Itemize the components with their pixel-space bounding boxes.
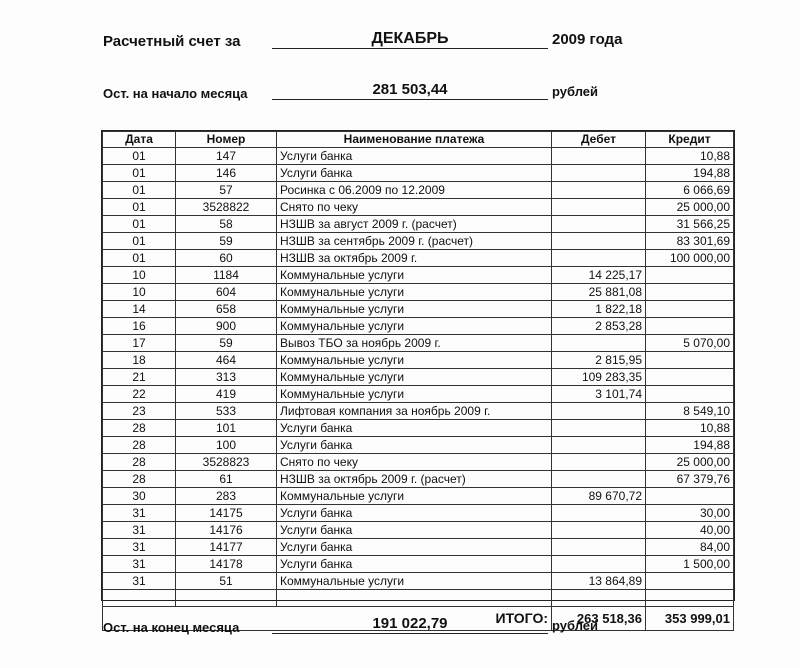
- row-credit: [646, 318, 734, 335]
- col-header-debit: Дебет: [552, 132, 646, 148]
- row-date: 18: [103, 352, 176, 369]
- row-debit: 109 283,35: [552, 369, 646, 386]
- row-debit: [552, 437, 646, 454]
- row-payment-name: Росинка с 06.2009 по 12.2009: [277, 182, 552, 199]
- row-credit: [646, 369, 734, 386]
- col-header-payment-name: Наименование платежа: [277, 132, 552, 148]
- row-credit: [646, 386, 734, 403]
- row-credit: 25 000,00: [646, 454, 734, 471]
- row-credit: 31 566,25: [646, 216, 734, 233]
- blank-row: [103, 590, 734, 607]
- row-credit: [646, 573, 734, 590]
- row-payment-name: Коммунальные услуги: [277, 318, 552, 335]
- row-credit: 8 549,10: [646, 403, 734, 420]
- opening-underline: [272, 99, 548, 100]
- row-debit: [552, 403, 646, 420]
- row-debit: 13 864,89: [552, 573, 646, 590]
- table-row: [103, 454, 734, 471]
- row-credit: 5 070,00: [646, 335, 734, 352]
- row-date: 31: [103, 556, 176, 573]
- table-row: [103, 539, 734, 556]
- row-number: 419: [176, 386, 277, 403]
- row-payment-name: Снято по чеку: [277, 454, 552, 471]
- row-payment-name: Услуги банка: [277, 505, 552, 522]
- table-header-row: [103, 132, 734, 148]
- row-date: 28: [103, 454, 176, 471]
- table-row: [103, 505, 734, 522]
- row-date: 31: [103, 539, 176, 556]
- row-credit: 100 000,00: [646, 250, 734, 267]
- row-payment-name: НЗШВ за октябрь 2009 г.: [277, 250, 552, 267]
- row-payment-name: НЗШВ за август 2009 г. (расчет): [277, 216, 552, 233]
- row-payment-name: Услуги банка: [277, 420, 552, 437]
- row-number: 61: [176, 471, 277, 488]
- row-credit: [646, 267, 734, 284]
- row-number: 60: [176, 250, 277, 267]
- row-payment-name: Коммунальные услуги: [277, 573, 552, 590]
- row-number: 14177: [176, 539, 277, 556]
- row-date: 21: [103, 369, 176, 386]
- row-payment-name: Коммунальные услуги: [277, 369, 552, 386]
- row-number: 533: [176, 403, 277, 420]
- row-debit: 2 853,28: [552, 318, 646, 335]
- row-date: 22: [103, 386, 176, 403]
- row-payment-name: Услуги банка: [277, 539, 552, 556]
- row-payment-name: Услуги банка: [277, 522, 552, 539]
- table-row: [103, 250, 734, 267]
- row-number: 146: [176, 165, 277, 182]
- row-date: 31: [103, 505, 176, 522]
- year-text: 2009 года: [552, 31, 623, 48]
- row-date: 10: [103, 267, 176, 284]
- row-credit: 6 066,69: [646, 182, 734, 199]
- blank-cell: [646, 590, 734, 607]
- row-credit: [646, 352, 734, 369]
- row-date: 30: [103, 488, 176, 505]
- opening-value: 281 503,44: [372, 81, 448, 98]
- row-debit: [552, 199, 646, 216]
- blank-cell: [103, 590, 176, 607]
- table-row: [103, 182, 734, 199]
- row-debit: [552, 165, 646, 182]
- row-debit: 89 670,72: [552, 488, 646, 505]
- row-number: 51: [176, 573, 277, 590]
- row-payment-name: Снято по чеку: [277, 199, 552, 216]
- row-credit: 30,00: [646, 505, 734, 522]
- total-debit: 263 518,36: [552, 607, 646, 631]
- row-credit: [646, 488, 734, 505]
- row-date: 31: [103, 573, 176, 590]
- row-credit: 10,88: [646, 148, 734, 165]
- table-row: [103, 148, 734, 165]
- col-header-credit: Кредит: [646, 132, 734, 148]
- row-payment-name: Коммунальные услуги: [277, 352, 552, 369]
- row-date: 16: [103, 318, 176, 335]
- row-debit: 1 822,18: [552, 301, 646, 318]
- row-payment-name: Услуги банка: [277, 148, 552, 165]
- row-date: 28: [103, 420, 176, 437]
- row-date: 01: [103, 233, 176, 250]
- table-row: [103, 573, 734, 590]
- row-debit: 14 225,17: [552, 267, 646, 284]
- table-row: [103, 522, 734, 539]
- row-debit: 3 101,74: [552, 386, 646, 403]
- row-number: 464: [176, 352, 277, 369]
- row-number: 101: [176, 420, 277, 437]
- row-debit: [552, 454, 646, 471]
- row-number: 14175: [176, 505, 277, 522]
- row-number: 100: [176, 437, 277, 454]
- table-row: [103, 284, 734, 301]
- closing-value: 191 022,79: [372, 615, 448, 632]
- month-value: ДЕКАБРЬ: [371, 30, 449, 47]
- row-payment-name: Коммунальные услуги: [277, 386, 552, 403]
- row-date: 10: [103, 284, 176, 301]
- row-date: 01: [103, 148, 176, 165]
- row-debit: [552, 335, 646, 352]
- row-debit: [552, 233, 646, 250]
- row-number: 59: [176, 233, 277, 250]
- table-row: [103, 488, 734, 505]
- row-payment-name: Коммунальные услуги: [277, 284, 552, 301]
- row-payment-name: Услуги банка: [277, 165, 552, 182]
- row-date: 28: [103, 471, 176, 488]
- row-credit: 25 000,00: [646, 199, 734, 216]
- col-header-date: Дата: [103, 132, 176, 148]
- month-underline: [272, 48, 548, 49]
- closing-label: Ост. на конец месяца: [103, 620, 240, 635]
- row-number: 57: [176, 182, 277, 199]
- blank-cell: [176, 590, 277, 607]
- row-number: 59: [176, 335, 277, 352]
- row-date: 28: [103, 437, 176, 454]
- blank-cell: [552, 590, 646, 607]
- table-row: [103, 420, 734, 437]
- row-date: 23: [103, 403, 176, 420]
- row-debit: [552, 556, 646, 573]
- row-number: 604: [176, 284, 277, 301]
- row-number: 283: [176, 488, 277, 505]
- table-row: [103, 437, 734, 454]
- row-payment-name: Услуги банка: [277, 556, 552, 573]
- row-number: 3528822: [176, 199, 277, 216]
- closing-currency: рублей: [552, 618, 599, 633]
- row-debit: 25 881,08: [552, 284, 646, 301]
- row-debit: [552, 420, 646, 437]
- title-label: Расчетный счет за: [103, 33, 241, 50]
- row-credit: 40,00: [646, 522, 734, 539]
- row-credit: 67 379,76: [646, 471, 734, 488]
- row-debit: [552, 182, 646, 199]
- row-number: 313: [176, 369, 277, 386]
- row-credit: 194,88: [646, 437, 734, 454]
- table-row: [103, 318, 734, 335]
- row-number: 3528823: [176, 454, 277, 471]
- row-date: 17: [103, 335, 176, 352]
- table-row: [103, 369, 734, 386]
- table-row: [103, 335, 734, 352]
- opening-currency: рублей: [552, 84, 599, 99]
- row-credit: 1 500,00: [646, 556, 734, 573]
- row-number: 14178: [176, 556, 277, 573]
- table-row: [103, 199, 734, 216]
- row-credit: [646, 284, 734, 301]
- row-number: 1184: [176, 267, 277, 284]
- row-debit: [552, 539, 646, 556]
- row-debit: [552, 471, 646, 488]
- row-payment-name: Коммунальные услуги: [277, 301, 552, 318]
- total-credit: 353 999,01: [646, 607, 734, 631]
- row-date: 31: [103, 522, 176, 539]
- opening-label: Ост. на начало месяца: [103, 86, 248, 101]
- row-debit: [552, 250, 646, 267]
- table-row: [103, 471, 734, 488]
- row-debit: [552, 522, 646, 539]
- row-date: 01: [103, 199, 176, 216]
- table-row: [103, 165, 734, 182]
- row-date: 01: [103, 165, 176, 182]
- blank-cell: [277, 590, 552, 607]
- row-number: 147: [176, 148, 277, 165]
- row-payment-name: Коммунальные услуги: [277, 488, 552, 505]
- row-debit: [552, 505, 646, 522]
- table-row: [103, 386, 734, 403]
- row-payment-name: НЗШВ за сентябрь 2009 г. (расчет): [277, 233, 552, 250]
- row-credit: 194,88: [646, 165, 734, 182]
- total-label: ИТОГО:: [103, 607, 552, 631]
- row-number: 658: [176, 301, 277, 318]
- table-row: [103, 216, 734, 233]
- table-row: [103, 267, 734, 284]
- closing-underline: [272, 633, 548, 634]
- table-row: [103, 233, 734, 250]
- row-credit: 84,00: [646, 539, 734, 556]
- row-credit: 10,88: [646, 420, 734, 437]
- row-payment-name: НЗШВ за октябрь 2009 г. (расчет): [277, 471, 552, 488]
- table-row: [103, 352, 734, 369]
- table-row: [103, 301, 734, 318]
- row-number: 58: [176, 216, 277, 233]
- row-payment-name: Лифтовая компания за ноябрь 2009 г.: [277, 403, 552, 420]
- row-date: 01: [103, 250, 176, 267]
- row-date: 01: [103, 216, 176, 233]
- row-number: 900: [176, 318, 277, 335]
- row-payment-name: Услуги банка: [277, 437, 552, 454]
- row-credit: 83 301,69: [646, 233, 734, 250]
- row-number: 14176: [176, 522, 277, 539]
- table-row: [103, 556, 734, 573]
- row-date: 01: [103, 182, 176, 199]
- row-debit: [552, 148, 646, 165]
- row-debit: 2 815,95: [552, 352, 646, 369]
- row-payment-name: Вывоз ТБО за ноябрь 2009 г.: [277, 335, 552, 352]
- row-date: 14: [103, 301, 176, 318]
- row-debit: [552, 216, 646, 233]
- table-row: [103, 403, 734, 420]
- row-payment-name: Коммунальные услуги: [277, 267, 552, 284]
- row-credit: [646, 301, 734, 318]
- col-header-number: Номер: [176, 132, 277, 148]
